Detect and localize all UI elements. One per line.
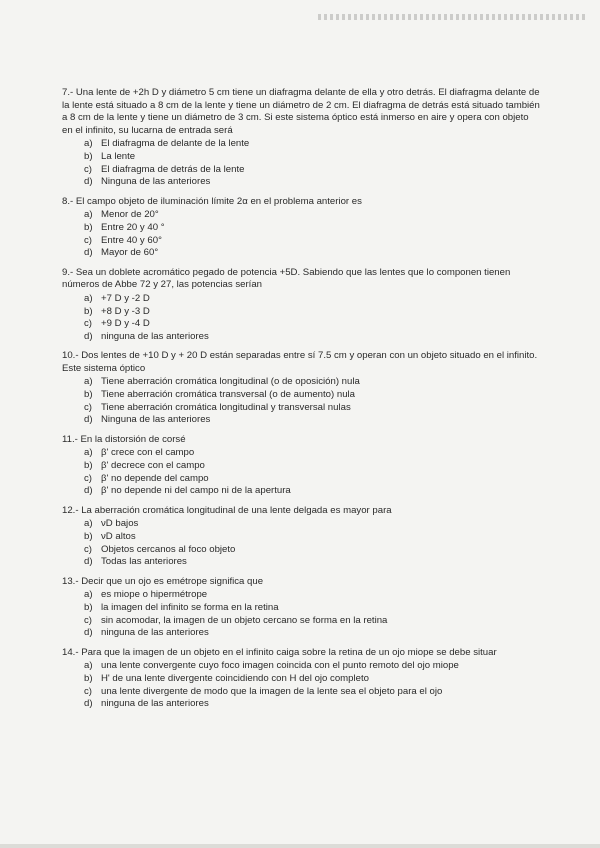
question-stem: 7.- Una lente de +2h D y diámetro 5 cm tiene un diafragma delante de ella y otro detrás. El diafragma delante de la lente está situado a 8 cm de la lente y tiene un diámetro de 2 cm. El diafragma de detrás está situado también a 8 cm de la lente y tiene un diámetro de 3 cm. Si este sistema óptico está inmerso en aire y opera con objeto en el infinito, su lucarna de entrada será — [62, 87, 540, 136]
question-stem: 9.- Sea un doblete acromático pegado de potencia +5D. Sabiendo que las lentes que lo componen tienen números de Abbe 72 y 27, las potencias serían — [62, 266, 511, 291]
option-text: β' no depende del campo — [101, 472, 209, 484]
option-text: sin acomodar, la imagen de un objeto cercano se forma en la retina — [101, 614, 388, 626]
option-text: El diafragma de detrás de la lente — [101, 163, 245, 175]
scan-header-artifact — [318, 14, 586, 20]
option-text: El diafragma de delante de la lente — [101, 138, 250, 150]
option-letter: d) — [84, 556, 93, 568]
question-11 — [62, 434, 540, 498]
option-text: νD altos — [101, 531, 136, 542]
answer-option — [84, 556, 540, 569]
option-letter: d) — [84, 330, 93, 342]
option-letter: c) — [84, 614, 92, 626]
option-letter: c) — [84, 163, 92, 175]
option-text: La lente — [101, 150, 136, 162]
option-list — [84, 209, 540, 259]
option-letter: c) — [84, 401, 92, 413]
option-text: νD bajos — [101, 518, 139, 530]
answer-option — [84, 318, 540, 331]
option-text: ninguna de las anteriores — [101, 698, 209, 710]
answer-option — [84, 209, 540, 222]
option-letter: c) — [84, 472, 92, 484]
option-list — [84, 589, 540, 639]
option-letter: d) — [84, 485, 93, 497]
question-stem: 11.- En la distorsión de corsé — [62, 433, 186, 445]
option-text: β' no depende ni del campo ni de la apertura — [101, 485, 291, 497]
option-text: una lente divergente de modo que la imagen de la lente sea el objeto para el ojo — [101, 685, 443, 697]
option-text: ninguna de las anteriores — [101, 330, 209, 342]
option-letter: a) — [84, 589, 93, 601]
question-13 — [62, 576, 540, 640]
option-letter: a) — [84, 138, 93, 150]
answer-option — [84, 698, 540, 711]
option-text: una lente convergente cuyo foco imagen coincida con el punto remoto del ojo miope — [101, 660, 459, 672]
option-letter: b) — [84, 601, 93, 613]
answer-option — [84, 389, 540, 402]
option-text: Ninguna de las anteriores — [101, 176, 211, 188]
question-stem: 13.- Decir que un ojo es emétrope significa que — [62, 575, 264, 587]
answer-option — [84, 686, 540, 699]
answer-option — [84, 247, 540, 260]
option-text: Ninguna de las anteriores — [101, 414, 211, 426]
option-letter: a) — [84, 376, 93, 388]
option-letter: a) — [84, 209, 93, 221]
option-letter: b) — [84, 672, 93, 684]
answer-option — [84, 673, 540, 686]
option-letter: b) — [84, 460, 93, 472]
option-list — [84, 660, 540, 710]
page-bottom-edge — [0, 844, 600, 848]
answer-option — [84, 615, 540, 628]
option-text: ninguna de las anteriores — [101, 627, 209, 639]
option-letter: c) — [84, 685, 92, 697]
option-letter: d) — [84, 414, 93, 426]
option-text: Tiene aberración cromática longitudinal (o de oposición) nula — [101, 376, 360, 388]
option-text: Objetos cercanos al foco objeto — [101, 543, 236, 555]
question-stem: 10.- Dos lentes de +10 D y + 20 D están separadas entre sí 7.5 cm y operan con un objeto situado en el infinito. Este sistema óptico — [62, 350, 538, 374]
option-letter: b) — [84, 531, 93, 542]
option-text: Mayor de 60° — [101, 247, 159, 259]
option-letter: a) — [84, 518, 93, 530]
answer-option — [84, 414, 540, 427]
option-letter: d) — [84, 627, 93, 639]
answer-option — [84, 660, 540, 673]
answer-option — [84, 402, 540, 415]
answer-option — [84, 176, 540, 189]
answer-option — [84, 331, 540, 344]
answer-option — [84, 518, 540, 531]
option-text: +9 D y -4 D — [101, 318, 150, 330]
answer-option — [84, 447, 540, 460]
answer-option — [84, 473, 540, 486]
option-text: +8 D y -3 D — [101, 305, 150, 317]
answer-option — [84, 485, 540, 498]
option-list — [84, 376, 540, 426]
answer-option — [84, 222, 540, 235]
question-12 — [62, 505, 540, 569]
option-letter: b) — [84, 150, 93, 162]
answer-option — [84, 460, 540, 473]
question-stem: 12.- La aberración cromática longitudinal de una lente delgada es mayor para — [62, 504, 392, 516]
option-letter: d) — [84, 698, 93, 710]
answer-option — [84, 544, 540, 557]
option-list — [84, 293, 540, 343]
question-8 — [62, 196, 540, 260]
option-list — [84, 138, 540, 188]
option-list — [84, 447, 540, 497]
question-10 — [62, 350, 540, 427]
option-text: β' decrece con el campo — [101, 460, 205, 472]
answer-option — [84, 151, 540, 164]
answer-option — [84, 531, 540, 544]
option-letter: c) — [84, 234, 92, 246]
option-text: H' de una lente divergente coincidiendo con H del ojo completo — [101, 672, 369, 684]
option-letter: a) — [84, 660, 93, 672]
answer-option — [84, 627, 540, 640]
answer-option — [84, 376, 540, 389]
exam-questions — [62, 87, 540, 718]
option-text: es miope o hipermétrope — [101, 589, 208, 601]
option-text: Entre 20 y 40 ° — [101, 221, 165, 233]
answer-option — [84, 138, 540, 151]
option-text: Tiene aberración cromática longitudinal y transversal nulas — [101, 401, 351, 413]
option-letter: c) — [84, 543, 92, 555]
option-letter: a) — [84, 292, 93, 304]
answer-option — [84, 602, 540, 615]
question-7 — [62, 87, 540, 189]
option-letter: b) — [84, 305, 93, 317]
answer-option — [84, 306, 540, 319]
option-text: β' crece con el campo — [101, 447, 195, 459]
answer-option — [84, 293, 540, 306]
option-letter: c) — [84, 318, 92, 330]
option-letter: d) — [84, 176, 93, 188]
option-letter: b) — [84, 389, 93, 401]
question-stem: 8.- El campo objeto de iluminación límite 2α en el problema anterior es — [62, 195, 362, 207]
option-text: Todas las anteriores — [101, 556, 187, 568]
option-text: Tiene aberración cromática transversal (o de aumento) nula — [101, 389, 356, 401]
question-stem: 14.- Para que la imagen de un objeto en el infinito caiga sobre la retina de un ojo miope se debe situar — [62, 646, 497, 658]
option-letter: d) — [84, 247, 93, 259]
option-text: Menor de 20° — [101, 209, 159, 221]
option-list — [84, 518, 540, 568]
option-text: la imagen del infinito se forma en la retina — [101, 601, 279, 613]
option-letter: b) — [84, 221, 93, 233]
option-text: Entre 40 y 60° — [101, 234, 162, 246]
question-9 — [62, 267, 540, 344]
answer-option — [84, 164, 540, 177]
option-text: +7 D y -2 D — [101, 292, 150, 304]
answer-option — [84, 589, 540, 602]
answer-option — [84, 235, 540, 248]
question-14 — [62, 647, 540, 711]
option-letter: a) — [84, 447, 93, 459]
